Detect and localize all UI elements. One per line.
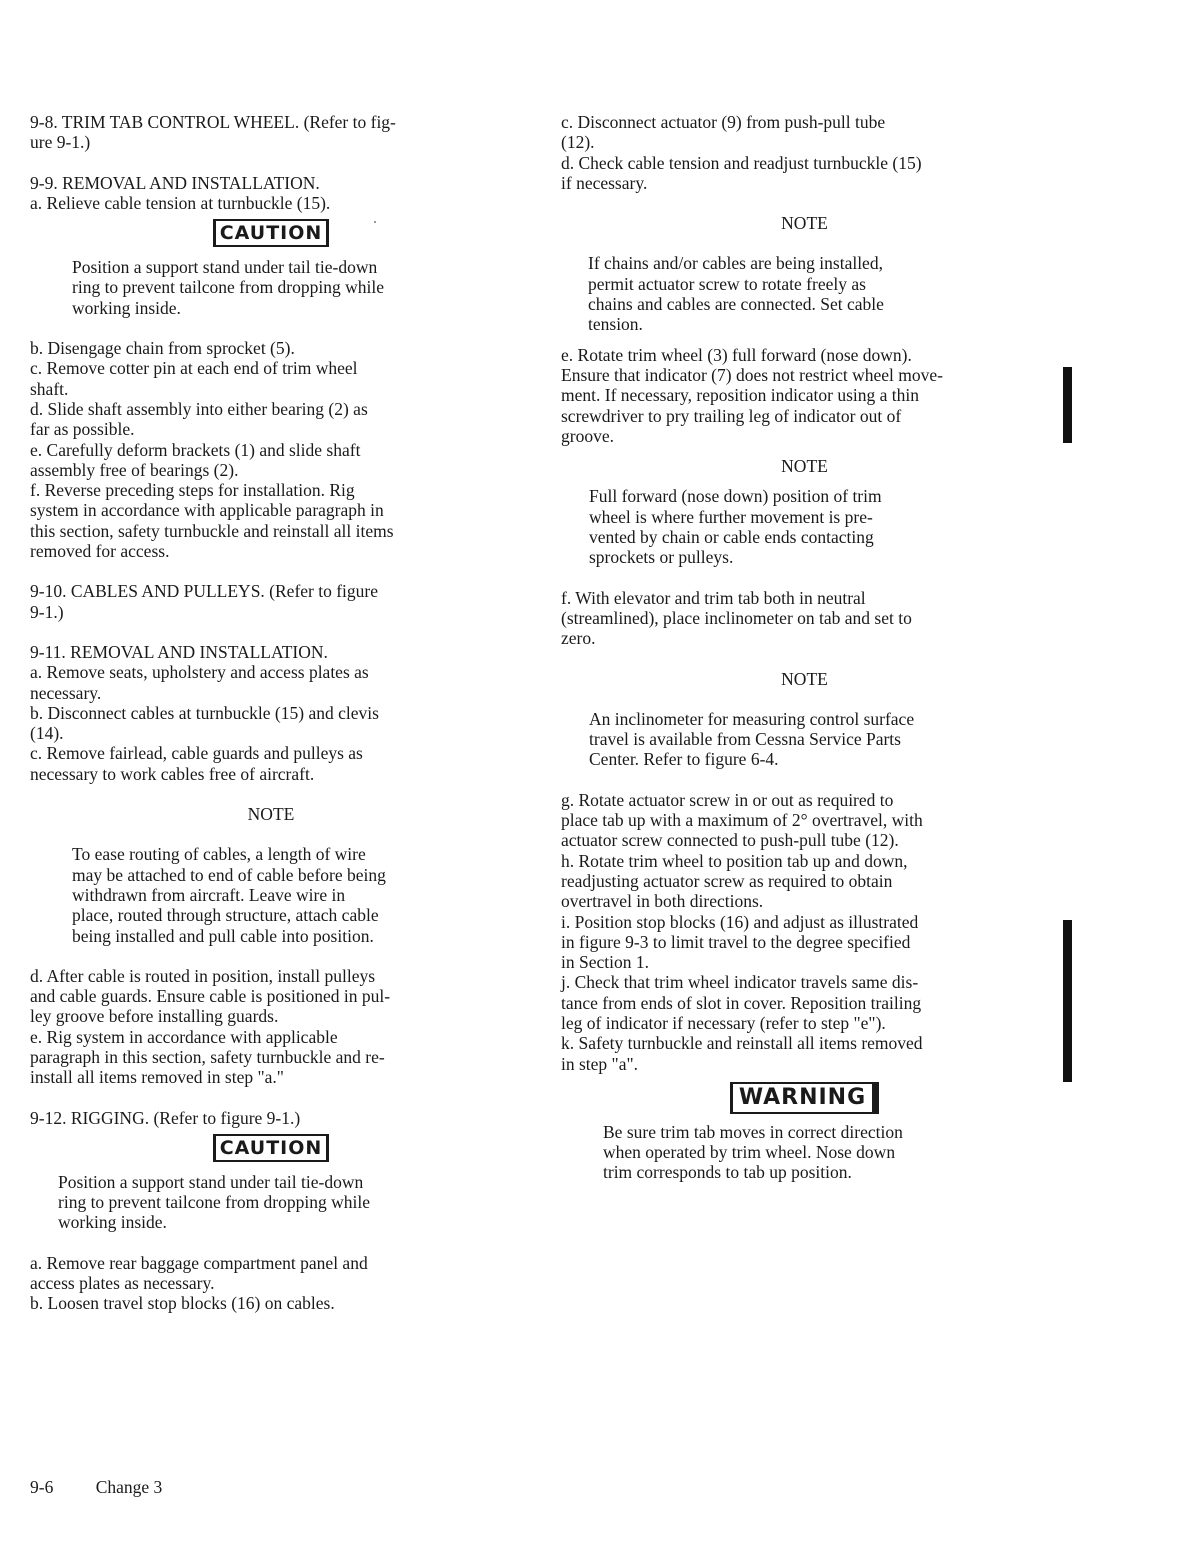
step-a: a. Remove seats, upholstery and access plates as [30,662,369,683]
note-heading: NOTE [781,668,828,689]
scan-speck [374,221,376,223]
step-f: f. With elevator and trim tab both in neutral [561,587,866,608]
step-b-cont: (14). [30,723,64,744]
caution-banner-1 [30,219,512,247]
page-footer [30,1477,200,1498]
note-line: being installed and pull cable into position. [72,925,374,946]
step-c: c. Remove cotter pin at each end of trim wheel [30,358,358,379]
left-column [30,112,512,1314]
note-text-2 [561,253,1048,334]
caution-line: working inside. [72,297,181,318]
note-heading: NOTE [247,804,295,825]
right-column [561,112,1048,1183]
step-j-cont: tance from ends of slot in cover. Reposition trailing [561,992,922,1013]
step-k: k. Safety turnbuckle and reinstall all items removed [561,1033,923,1054]
note-line: To ease routing of cables, a length of wire [72,844,366,865]
step-d-cont: far as possible. [30,419,135,440]
note-heading: NOTE [781,456,828,477]
step-a: a. Relieve cable tension at turnbuckle (15). [30,192,331,213]
step-e-cont: groove. [561,425,614,446]
section-heading-9-8: 9-8. TRIM TAB CONTROL WHEEL. (Refer to fig- [30,112,396,132]
step-f-cont: this section, safety turnbuckle and reinstall all items [30,520,394,541]
note-line: place, routed through structure, attach cable [72,905,379,926]
step-e: e. Carefully deform brackets (1) and slide shaft [30,439,361,460]
step-f-cont: zero. [561,628,596,649]
warning-line: trim corresponds to tab up position. [603,1162,852,1183]
page-number: 9-6 [30,1477,54,1497]
step-b: b. Loosen travel stop blocks (16) on cables. [30,1293,335,1314]
step-b: b. Disengage chain from sprocket (5). [30,338,295,359]
caution-text-2 [30,1172,512,1233]
step-a-cont: access plates as necessary. [30,1273,215,1294]
note-line: chains and cables are connected. Set cable [588,294,884,315]
step-c: c. Remove fairlead, cable guards and pulleys as [30,743,363,764]
note-line: If chains and/or cables are being installed, [588,253,883,274]
step-h-cont: overtravel in both directions. [561,891,764,912]
step-a: a. Remove rear baggage compartment panel and [30,1252,368,1273]
step-a-cont: necessary. [30,682,102,703]
caution-label: CAUTION [213,219,330,247]
note-line: vented by chain or cable ends contacting [589,527,874,548]
section-heading-9-8-cont: ure 9-1.) [30,132,91,153]
note-text-4 [561,709,1048,770]
step-f: f. Reverse preceding steps for installation. Rig [30,480,355,501]
step-i: i. Position stop blocks (16) and adjust as illustrated [561,911,919,932]
caution-label: CAUTION [213,1134,330,1162]
change-number: Change 3 [95,1477,163,1497]
step-j: j. Check that trim wheel indicator travels same dis- [561,972,919,993]
caution-line: ring to prevent tailcone from dropping while [58,1192,371,1213]
warning-line: Be sure trim tab moves in correct direction [603,1121,903,1142]
section-heading-9-10-cont: 9-1.) [30,601,64,622]
step-d-cont: if necessary. [561,172,648,193]
note-line: wheel is where further movement is pre- [589,506,873,527]
step-c: c. Disconnect actuator (9) from push-pull tube [561,112,886,132]
note-line: Full forward (nose down) position of trim [589,486,882,507]
note-line: travel is available from Cessna Service Parts [589,729,901,750]
step-j-cont: leg of indicator if necessary (refer to step "e"). [561,1012,886,1033]
section-heading-9-11: 9-11. REMOVAL AND INSTALLATION. [30,641,328,662]
note-line: may be attached to end of cable before being [72,864,386,885]
step-i-cont: in figure 9-3 to limit travel to the degree specified [561,931,911,952]
step-c-cont: necessary to work cables free of aircraft. [30,763,315,784]
step-e-cont: assembly free of bearings (2). [30,459,239,480]
step-d: d. After cable is routed in position, install pulleys [30,965,376,986]
note-line: Center. Refer to figure 6-4. [589,749,779,770]
step-b: b. Disconnect cables at turnbuckle (15) and clevis [30,702,379,723]
note-line: withdrawn from aircraft. Leave wire in [72,884,346,905]
step-f-cont: system in accordance with applicable paragraph in [30,500,384,521]
note-line: permit actuator screw to rotate freely as [588,273,866,294]
step-e-cont: install all items removed in step "a." [30,1067,284,1088]
step-h-cont: readjusting actuator screw as required to obtain [561,870,893,891]
step-d-cont: and cable guards. Ensure cable is positioned in pul- [30,986,391,1007]
revision-change-bar [1063,920,1072,1082]
step-d-cont: ley groove before installing guards. [30,1006,279,1027]
section-heading-9-12: 9-12. RIGGING. (Refer to figure 9-1.) [30,1107,301,1128]
step-i-cont: in Section 1. [561,952,649,973]
note-line: sprockets or pulleys. [589,547,734,568]
caution-line: ring to prevent tailcone from dropping while [72,277,385,298]
step-e-cont: ment. If necessary, reposition indicator using a thin [561,385,920,406]
caution-line: Position a support stand under tail tie-down [72,257,378,278]
step-f-cont: removed for access. [30,541,170,562]
section-heading-9-10: 9-10. CABLES AND PULLEYS. (Refer to figure [30,581,379,602]
step-e-cont: Ensure that indicator (7) does not restrict wheel move- [561,364,943,385]
step-f-cont: (streamlined), place inclinometer on tab and set to [561,607,912,628]
step-c-cont: (12). [561,132,595,153]
warning-label: WARNING [730,1082,879,1114]
step-e: e. Rotate trim wheel (3) full forward (nose down). [561,344,912,365]
revision-change-bar [1063,367,1072,443]
note-heading: NOTE [781,213,828,234]
step-g-cont: place tab up with a maximum of 2° overtravel, with [561,810,923,831]
section-heading-9-9: 9-9. REMOVAL AND INSTALLATION. [30,172,320,193]
caution-line: working inside. [58,1212,167,1233]
caution-text-1 [30,257,512,318]
warning-text [561,1122,1048,1183]
step-h: h. Rotate trim wheel to position tab up and down, [561,850,908,871]
step-e: e. Rig system in accordance with applicable [30,1026,338,1047]
step-g-cont: actuator screw connected to push-pull tube (12). [561,830,899,851]
warning-line: when operated by trim wheel. Nose down [603,1142,896,1163]
step-e-cont: screwdriver to pry trailing leg of indicator out of [561,405,902,426]
step-d: d. Slide shaft assembly into either bearing (2) as [30,398,368,419]
caution-banner-2 [30,1134,512,1162]
note-line: An inclinometer for measuring control surface [589,708,915,729]
warning-banner [561,1082,1048,1114]
step-d: d. Check cable tension and readjust turnbuckle (15) [561,152,922,173]
note-text-3 [561,486,1048,567]
note-text-1 [30,844,512,945]
step-g: g. Rotate actuator screw in or out as required to [561,789,894,810]
step-e-cont: paragraph in this section, safety turnbuckle and re- [30,1046,385,1067]
step-c-cont: shaft. [30,378,69,399]
note-line: tension. [588,314,643,335]
caution-line: Position a support stand under tail tie-down [58,1171,364,1192]
step-k-cont: in step "a". [561,1053,638,1074]
